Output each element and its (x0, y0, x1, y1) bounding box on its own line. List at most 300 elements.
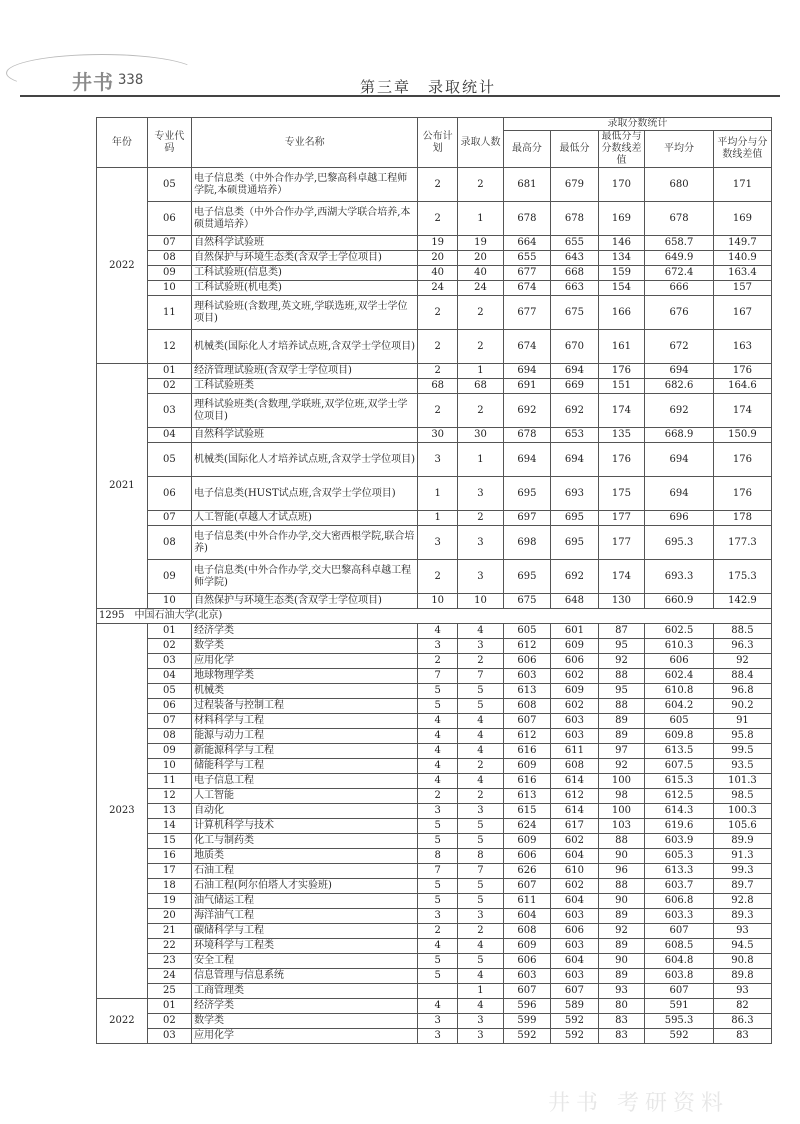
code-cell: 10 (147, 594, 191, 609)
table-row (97, 394, 772, 428)
table-row (97, 168, 772, 202)
min-cell: 603 (551, 969, 599, 984)
code-cell: 25 (147, 984, 191, 999)
min-cell: 655 (551, 236, 599, 251)
table-row (97, 654, 772, 669)
page-number: 338 (118, 72, 144, 88)
major-cell: 应用化学 (192, 654, 418, 669)
major-cell: 经济学类 (192, 624, 418, 639)
code-cell: 21 (147, 924, 191, 939)
min-cell: 603 (551, 714, 599, 729)
min-diff-cell: 170 (598, 168, 644, 202)
major-cell: 石油工程 (192, 864, 418, 879)
min-cell: 592 (551, 1029, 599, 1044)
admitted-cell: 3 (458, 1014, 503, 1029)
plan-cell: 3 (418, 909, 458, 924)
admitted-cell: 5 (458, 834, 503, 849)
code-cell: 03 (147, 394, 191, 428)
min-diff-cell: 83 (598, 1014, 644, 1029)
table-row (97, 266, 772, 281)
min-diff-cell: 93 (598, 984, 644, 999)
min-diff-cell: 100 (598, 774, 644, 789)
admitted-cell: 3 (458, 639, 503, 654)
max-cell: 698 (503, 526, 551, 560)
code-cell: 22 (147, 939, 191, 954)
avg-diff-cell: 163 (713, 330, 771, 364)
avg-diff-cell: 176 (713, 443, 771, 477)
min-diff-cell: 80 (598, 999, 644, 1014)
avg-diff-cell: 88.5 (713, 624, 771, 639)
min-cell: 608 (551, 759, 599, 774)
major-cell: 电子信息类（中外合作办学,西湖大学联合培养,本硕贯通培养） (192, 202, 418, 236)
max-cell: 611 (503, 894, 551, 909)
code-cell: 03 (147, 654, 191, 669)
plan-cell: 3 (418, 443, 458, 477)
min-cell: 603 (551, 909, 599, 924)
table-row (97, 379, 772, 394)
code-cell: 06 (147, 202, 191, 236)
code-cell: 02 (147, 1014, 191, 1029)
major-cell: 电子信息类(中外合作办学,交大密西根学院,联合培养) (192, 526, 418, 560)
min-cell: 602 (551, 879, 599, 894)
table-row (97, 744, 772, 759)
major-cell: 电子信息类（中外合作办学,巴黎高科卓越工程师学院,本硕贯通培养） (192, 168, 418, 202)
max-cell: 609 (503, 759, 551, 774)
admitted-cell: 4 (458, 939, 503, 954)
avg-diff-cell: 177.3 (713, 526, 771, 560)
table-row (97, 1014, 772, 1029)
max-cell: 691 (503, 379, 551, 394)
min-cell: 668 (551, 266, 599, 281)
avg-diff-cell: 93.5 (713, 759, 771, 774)
min-diff-cell: 166 (598, 296, 644, 330)
admitted-cell: 2 (458, 511, 503, 526)
max-cell: 607 (503, 714, 551, 729)
min-cell: 606 (551, 924, 599, 939)
max-cell: 613 (503, 789, 551, 804)
plan-cell: 20 (418, 251, 458, 266)
min-cell: 692 (551, 560, 599, 594)
admitted-cell: 40 (458, 266, 503, 281)
header-min: 最低分 (551, 131, 599, 168)
avg-diff-cell: 92.8 (713, 894, 771, 909)
admitted-cell: 2 (458, 924, 503, 939)
watermark: 井书 考研资料 (548, 1091, 729, 1116)
table-row (97, 759, 772, 774)
avg-cell: 619.6 (645, 819, 714, 834)
avg-cell: 604.8 (645, 954, 714, 969)
major-cell: 能源与动力工程 (192, 729, 418, 744)
avg-cell: 603.7 (645, 879, 714, 894)
code-cell: 02 (147, 379, 191, 394)
major-cell: 理科试验班(含数理,英文班,学联选班,双学士学位项目) (192, 296, 418, 330)
min-cell: 675 (551, 296, 599, 330)
code-cell: 06 (147, 477, 191, 511)
avg-diff-cell: 83 (713, 1029, 771, 1044)
plan-cell: 5 (418, 894, 458, 909)
admitted-cell: 4 (458, 744, 503, 759)
max-cell: 609 (503, 939, 551, 954)
year-cell: 2022 (97, 168, 148, 364)
code-cell: 11 (147, 296, 191, 330)
avg-diff-cell: 94.5 (713, 939, 771, 954)
avg-diff-cell: 164.6 (713, 379, 771, 394)
year-cell: 2022 (97, 999, 148, 1044)
code-cell: 01 (147, 364, 191, 379)
min-diff-cell: 89 (598, 714, 644, 729)
min-cell: 604 (551, 954, 599, 969)
avg-cell: 603.3 (645, 909, 714, 924)
avg-diff-cell: 96.8 (713, 684, 771, 699)
max-cell: 603 (503, 669, 551, 684)
plan-cell (418, 984, 458, 999)
min-cell: 617 (551, 819, 599, 834)
plan-cell: 7 (418, 669, 458, 684)
table-row (97, 909, 772, 924)
avg-cell: 694 (645, 477, 714, 511)
code-cell: 10 (147, 759, 191, 774)
code-cell: 05 (147, 168, 191, 202)
avg-diff-cell: 89.7 (713, 879, 771, 894)
avg-cell: 613.5 (645, 744, 714, 759)
avg-cell: 692 (645, 394, 714, 428)
avg-diff-cell: 175.3 (713, 560, 771, 594)
max-cell: 664 (503, 236, 551, 251)
avg-diff-cell: 90.8 (713, 954, 771, 969)
min-diff-cell: 90 (598, 849, 644, 864)
max-cell: 608 (503, 699, 551, 714)
min-cell: 604 (551, 894, 599, 909)
admitted-cell: 4 (458, 999, 503, 1014)
table-row (97, 714, 772, 729)
avg-diff-cell: 88.4 (713, 669, 771, 684)
min-cell: 609 (551, 639, 599, 654)
min-cell: 601 (551, 624, 599, 639)
plan-cell: 5 (418, 969, 458, 984)
admitted-cell: 20 (458, 251, 503, 266)
avg-cell: 608.5 (645, 939, 714, 954)
admitted-cell: 2 (458, 330, 503, 364)
code-cell: 08 (147, 729, 191, 744)
min-diff-cell: 130 (598, 594, 644, 609)
max-cell: 697 (503, 511, 551, 526)
avg-diff-cell: 157 (713, 281, 771, 296)
max-cell: 695 (503, 560, 551, 594)
admitted-cell: 5 (458, 894, 503, 909)
major-cell: 机械类(国际化人才培养试点班,含双学士学位项目) (192, 443, 418, 477)
max-cell: 603 (503, 969, 551, 984)
max-cell: 606 (503, 849, 551, 864)
plan-cell: 5 (418, 834, 458, 849)
max-cell: 674 (503, 281, 551, 296)
code-cell: 14 (147, 819, 191, 834)
avg-cell: 682.6 (645, 379, 714, 394)
avg-diff-cell: 89.9 (713, 834, 771, 849)
table-row (97, 477, 772, 511)
table-row (97, 560, 772, 594)
table-row (97, 236, 772, 251)
min-diff-cell: 174 (598, 394, 644, 428)
max-cell: 613 (503, 684, 551, 699)
header-score-group: 录取分数统计 (503, 118, 771, 131)
min-diff-cell: 176 (598, 364, 644, 379)
min-diff-cell: 154 (598, 281, 644, 296)
plan-cell: 3 (418, 1029, 458, 1044)
avg-diff-cell: 91.3 (713, 849, 771, 864)
admitted-cell: 5 (458, 879, 503, 894)
plan-cell: 5 (418, 819, 458, 834)
max-cell: 616 (503, 744, 551, 759)
major-cell: 机械类(国际化人才培养试点班,含双学士学位项目) (192, 330, 418, 364)
min-diff-cell: 89 (598, 969, 644, 984)
table-row (97, 954, 772, 969)
avg-cell: 606 (645, 654, 714, 669)
avg-diff-cell: 89.3 (713, 909, 771, 924)
admitted-cell: 5 (458, 684, 503, 699)
major-cell: 电子信息类(HUST试点班,含双学士学位项目) (192, 477, 418, 511)
min-diff-cell: 88 (598, 699, 644, 714)
avg-cell: 613.3 (645, 864, 714, 879)
admitted-cell: 7 (458, 864, 503, 879)
code-cell: 23 (147, 954, 191, 969)
major-cell: 油气储运工程 (192, 894, 418, 909)
avg-diff-cell: 101.3 (713, 774, 771, 789)
avg-diff-cell: 95.8 (713, 729, 771, 744)
plan-cell: 4 (418, 774, 458, 789)
table-row (97, 428, 772, 443)
max-cell: 674 (503, 330, 551, 364)
avg-diff-cell: 82 (713, 999, 771, 1014)
header-plan: 公布计划 (418, 118, 458, 168)
plan-cell: 8 (418, 849, 458, 864)
table-row (97, 999, 772, 1014)
min-diff-cell: 100 (598, 804, 644, 819)
avg-diff-cell: 91 (713, 714, 771, 729)
avg-diff-cell: 174 (713, 394, 771, 428)
avg-cell: 592 (645, 1029, 714, 1044)
avg-diff-cell: 176 (713, 477, 771, 511)
plan-cell: 3 (418, 639, 458, 654)
major-cell: 计算机科学与技术 (192, 819, 418, 834)
max-cell: 609 (503, 834, 551, 849)
code-cell: 07 (147, 236, 191, 251)
min-diff-cell: 97 (598, 744, 644, 759)
major-cell: 碳储科学与工程 (192, 924, 418, 939)
table-row (97, 443, 772, 477)
code-cell: 17 (147, 864, 191, 879)
plan-cell: 4 (418, 714, 458, 729)
code-cell: 18 (147, 879, 191, 894)
min-diff-cell: 88 (598, 669, 644, 684)
admitted-cell: 4 (458, 969, 503, 984)
major-cell: 经济学类 (192, 999, 418, 1014)
plan-cell: 4 (418, 999, 458, 1014)
max-cell: 624 (503, 819, 551, 834)
min-cell: 653 (551, 428, 599, 443)
admitted-cell: 8 (458, 849, 503, 864)
table-row (97, 789, 772, 804)
code-cell: 02 (147, 639, 191, 654)
avg-diff-cell: 142.9 (713, 594, 771, 609)
admitted-cell: 19 (458, 236, 503, 251)
min-diff-cell: 92 (598, 924, 644, 939)
plan-cell: 30 (418, 428, 458, 443)
admitted-cell: 3 (458, 1029, 503, 1044)
table-row (97, 939, 772, 954)
code-cell: 07 (147, 714, 191, 729)
avg-diff-cell: 99.5 (713, 744, 771, 759)
max-cell: 606 (503, 654, 551, 669)
min-diff-cell: 103 (598, 819, 644, 834)
table-row (97, 699, 772, 714)
logo: 井书 (72, 70, 114, 94)
min-diff-cell: 90 (598, 894, 644, 909)
major-cell: 工科试验班(机电类) (192, 281, 418, 296)
avg-cell: 609.8 (645, 729, 714, 744)
major-cell: 环境科学与工程类 (192, 939, 418, 954)
table-row (97, 804, 772, 819)
min-cell: 611 (551, 744, 599, 759)
max-cell: 677 (503, 296, 551, 330)
code-cell: 09 (147, 266, 191, 281)
avg-diff-cell: 93 (713, 984, 771, 999)
plan-cell: 40 (418, 266, 458, 281)
avg-diff-cell: 171 (713, 168, 771, 202)
min-cell: 692 (551, 394, 599, 428)
max-cell: 596 (503, 999, 551, 1014)
major-cell: 自然保护与环境生态类(含双学士学位项目) (192, 594, 418, 609)
code-cell: 07 (147, 511, 191, 526)
avg-cell: 603.8 (645, 969, 714, 984)
min-cell: 610 (551, 864, 599, 879)
min-cell: 694 (551, 443, 599, 477)
major-cell: 新能源科学与工程 (192, 744, 418, 759)
max-cell: 607 (503, 984, 551, 999)
min-diff-cell: 177 (598, 511, 644, 526)
code-cell: 10 (147, 281, 191, 296)
admitted-cell: 4 (458, 624, 503, 639)
table-row (97, 729, 772, 744)
min-diff-cell: 146 (598, 236, 644, 251)
table-row (97, 639, 772, 654)
code-cell: 01 (147, 999, 191, 1014)
admitted-cell: 5 (458, 819, 503, 834)
admitted-cell: 30 (458, 428, 503, 443)
avg-cell: 693.3 (645, 560, 714, 594)
header-avg: 平均分 (645, 131, 714, 168)
admitted-cell: 10 (458, 594, 503, 609)
max-cell: 681 (503, 168, 551, 202)
year-cell: 2023 (97, 624, 148, 999)
max-cell: 655 (503, 251, 551, 266)
table-row (97, 864, 772, 879)
min-diff-cell: 161 (598, 330, 644, 364)
major-cell: 数学类 (192, 639, 418, 654)
plan-cell: 2 (418, 364, 458, 379)
admitted-cell: 5 (458, 954, 503, 969)
avg-cell: 610.8 (645, 684, 714, 699)
min-diff-cell: 169 (598, 202, 644, 236)
min-cell: 603 (551, 939, 599, 954)
max-cell: 692 (503, 394, 551, 428)
page-header (0, 0, 800, 110)
min-diff-cell: 175 (598, 477, 644, 511)
min-cell: 648 (551, 594, 599, 609)
avg-cell: 607 (645, 984, 714, 999)
avg-cell: 612.5 (645, 789, 714, 804)
avg-cell: 602.5 (645, 624, 714, 639)
major-cell: 电子信息类(中外合作办学,交大巴黎高科卓越工程师学院) (192, 560, 418, 594)
min-cell: 614 (551, 774, 599, 789)
min-cell: 607 (551, 984, 599, 999)
min-cell: 612 (551, 789, 599, 804)
plan-cell: 4 (418, 759, 458, 774)
code-cell: 03 (147, 1029, 191, 1044)
code-cell: 05 (147, 443, 191, 477)
plan-cell: 2 (418, 394, 458, 428)
avg-cell: 680 (645, 168, 714, 202)
code-cell: 09 (147, 560, 191, 594)
major-cell: 过程装备与控制工程 (192, 699, 418, 714)
major-cell: 安全工程 (192, 954, 418, 969)
min-diff-cell: 95 (598, 639, 644, 654)
avg-cell: 694 (645, 443, 714, 477)
max-cell: 694 (503, 443, 551, 477)
max-cell: 592 (503, 1029, 551, 1044)
table-row (97, 924, 772, 939)
avg-cell: 614.3 (645, 804, 714, 819)
avg-diff-cell: 86.3 (713, 1014, 771, 1029)
code-cell: 04 (147, 428, 191, 443)
major-cell: 自然科学试验班 (192, 236, 418, 251)
plan-cell: 2 (418, 924, 458, 939)
major-cell: 理科试验班类(含数理,学联班,双学位班,双学士学位项目) (192, 394, 418, 428)
min-diff-cell: 89 (598, 909, 644, 924)
header-max: 最高分 (503, 131, 551, 168)
code-cell: 08 (147, 251, 191, 266)
max-cell: 677 (503, 266, 551, 281)
major-cell: 经济管理试验班(含双学士学位项目) (192, 364, 418, 379)
code-cell: 05 (147, 684, 191, 699)
min-cell: 604 (551, 849, 599, 864)
max-cell: 606 (503, 954, 551, 969)
min-diff-cell: 151 (598, 379, 644, 394)
min-cell: 695 (551, 511, 599, 526)
code-cell: 12 (147, 330, 191, 364)
university-row (97, 609, 772, 624)
plan-cell: 3 (418, 804, 458, 819)
max-cell: 599 (503, 1014, 551, 1029)
admitted-cell: 24 (458, 281, 503, 296)
admitted-cell: 1 (458, 443, 503, 477)
min-cell: 643 (551, 251, 599, 266)
admitted-cell: 5 (458, 699, 503, 714)
avg-diff-cell: 90.2 (713, 699, 771, 714)
table-row (97, 774, 772, 789)
admitted-cell: 1 (458, 364, 503, 379)
max-cell: 695 (503, 477, 551, 511)
plan-cell: 4 (418, 624, 458, 639)
max-cell: 608 (503, 924, 551, 939)
code-cell: 15 (147, 834, 191, 849)
plan-cell: 2 (418, 789, 458, 804)
major-cell: 海洋油气工程 (192, 909, 418, 924)
plan-cell: 19 (418, 236, 458, 251)
plan-cell: 68 (418, 379, 458, 394)
admitted-cell: 3 (458, 526, 503, 560)
plan-cell: 4 (418, 939, 458, 954)
plan-cell: 1 (418, 477, 458, 511)
